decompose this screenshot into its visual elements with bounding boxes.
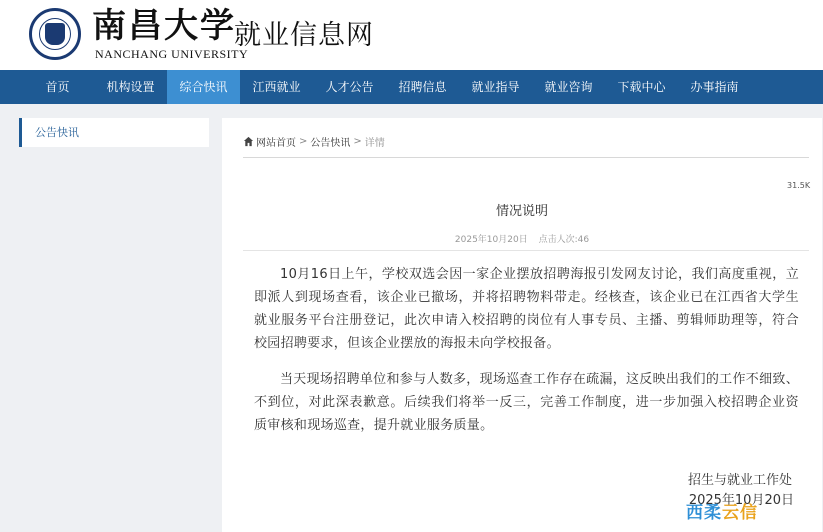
main-nav: [0, 70, 823, 104]
watermark-part2: 云信: [722, 503, 758, 523]
site-header: [0, 0, 823, 70]
article-panel: [222, 118, 822, 532]
article-date: 2025年10月20日: [454, 235, 528, 245]
home-icon: [243, 136, 254, 147]
nav-item-talent-notices[interactable]: 人才公告: [325, 80, 374, 94]
breadcrumb-separator: >: [353, 136, 362, 147]
size-label: 31.5K: [787, 181, 811, 190]
title-divider: [243, 250, 809, 251]
nav-item-jiangxi-employment[interactable]: 江西就业: [252, 80, 301, 94]
article-paragraph: 当天现场招聘单位和参与人数多，现场巡查工作存在疏漏，这反映出我们的工作不细致、不到位，对此深表歉意。后续我们将举一反三，完善工作制度，进一步加强入校招聘企业资质审核和现场巡查，提升就业服务质量。: [254, 372, 799, 433]
breadcrumb-divider: [243, 157, 809, 158]
signature-org: 招生与就业工作处: [687, 473, 792, 488]
breadcrumb: [243, 134, 385, 149]
article-meta: [222, 232, 822, 245]
signature-date: 2025年10月20日: [688, 493, 794, 508]
watermark-part1: 西柔: [686, 503, 722, 523]
watermark: [686, 498, 758, 523]
article-title: 情况说明: [495, 204, 548, 219]
breadcrumb-home-link[interactable]: 网站首页: [256, 138, 296, 149]
article-hits: 点击人次:46: [538, 235, 590, 245]
breadcrumb-section-link[interactable]: 公告快讯: [310, 138, 351, 149]
site-name[interactable]: 就业信息网: [234, 20, 374, 51]
nav-item-news[interactable]: 综合快讯: [167, 70, 240, 104]
nav-item-recruitment[interactable]: 招聘信息: [398, 80, 447, 94]
nav-item-organization[interactable]: 机构设置: [106, 80, 155, 94]
nav-item-consulting[interactable]: 就业咨询: [544, 80, 593, 94]
nav-item-home[interactable]: 首页: [45, 80, 70, 94]
nav-item-service-guide[interactable]: 办事指南: [690, 80, 739, 94]
university-name-en: NANCHANG UNIVERSITY: [95, 47, 249, 61]
university-name-cn[interactable]: 南昌大学: [92, 6, 236, 46]
seal-emblem: [45, 23, 65, 45]
sidebar: [19, 118, 209, 147]
nav-item-guidance[interactable]: 就业指导: [471, 80, 520, 94]
nav-item-downloads[interactable]: 下载中心: [617, 80, 666, 94]
university-seal-logo[interactable]: [29, 8, 81, 60]
breadcrumb-separator: >: [299, 136, 308, 147]
breadcrumb-current: 详情: [364, 138, 385, 149]
article-paragraph: 10月16日上午，学校双选会因一家企业摆放招聘海报引发网友讨论，我们高度重视，立即派人到现场查看，该企业已撤场，并将招聘物料带走。经核查，该企业已在江西省大学生就业服务平台注册登记，此次申请入校招聘的岗位有人事专员、主播、剪辑师助理等，符合校园招聘要求，但该企业摆放的海报未向学校报备。: [254, 267, 799, 351]
sidebar-item-announcements[interactable]: 公告快讯: [35, 126, 79, 139]
